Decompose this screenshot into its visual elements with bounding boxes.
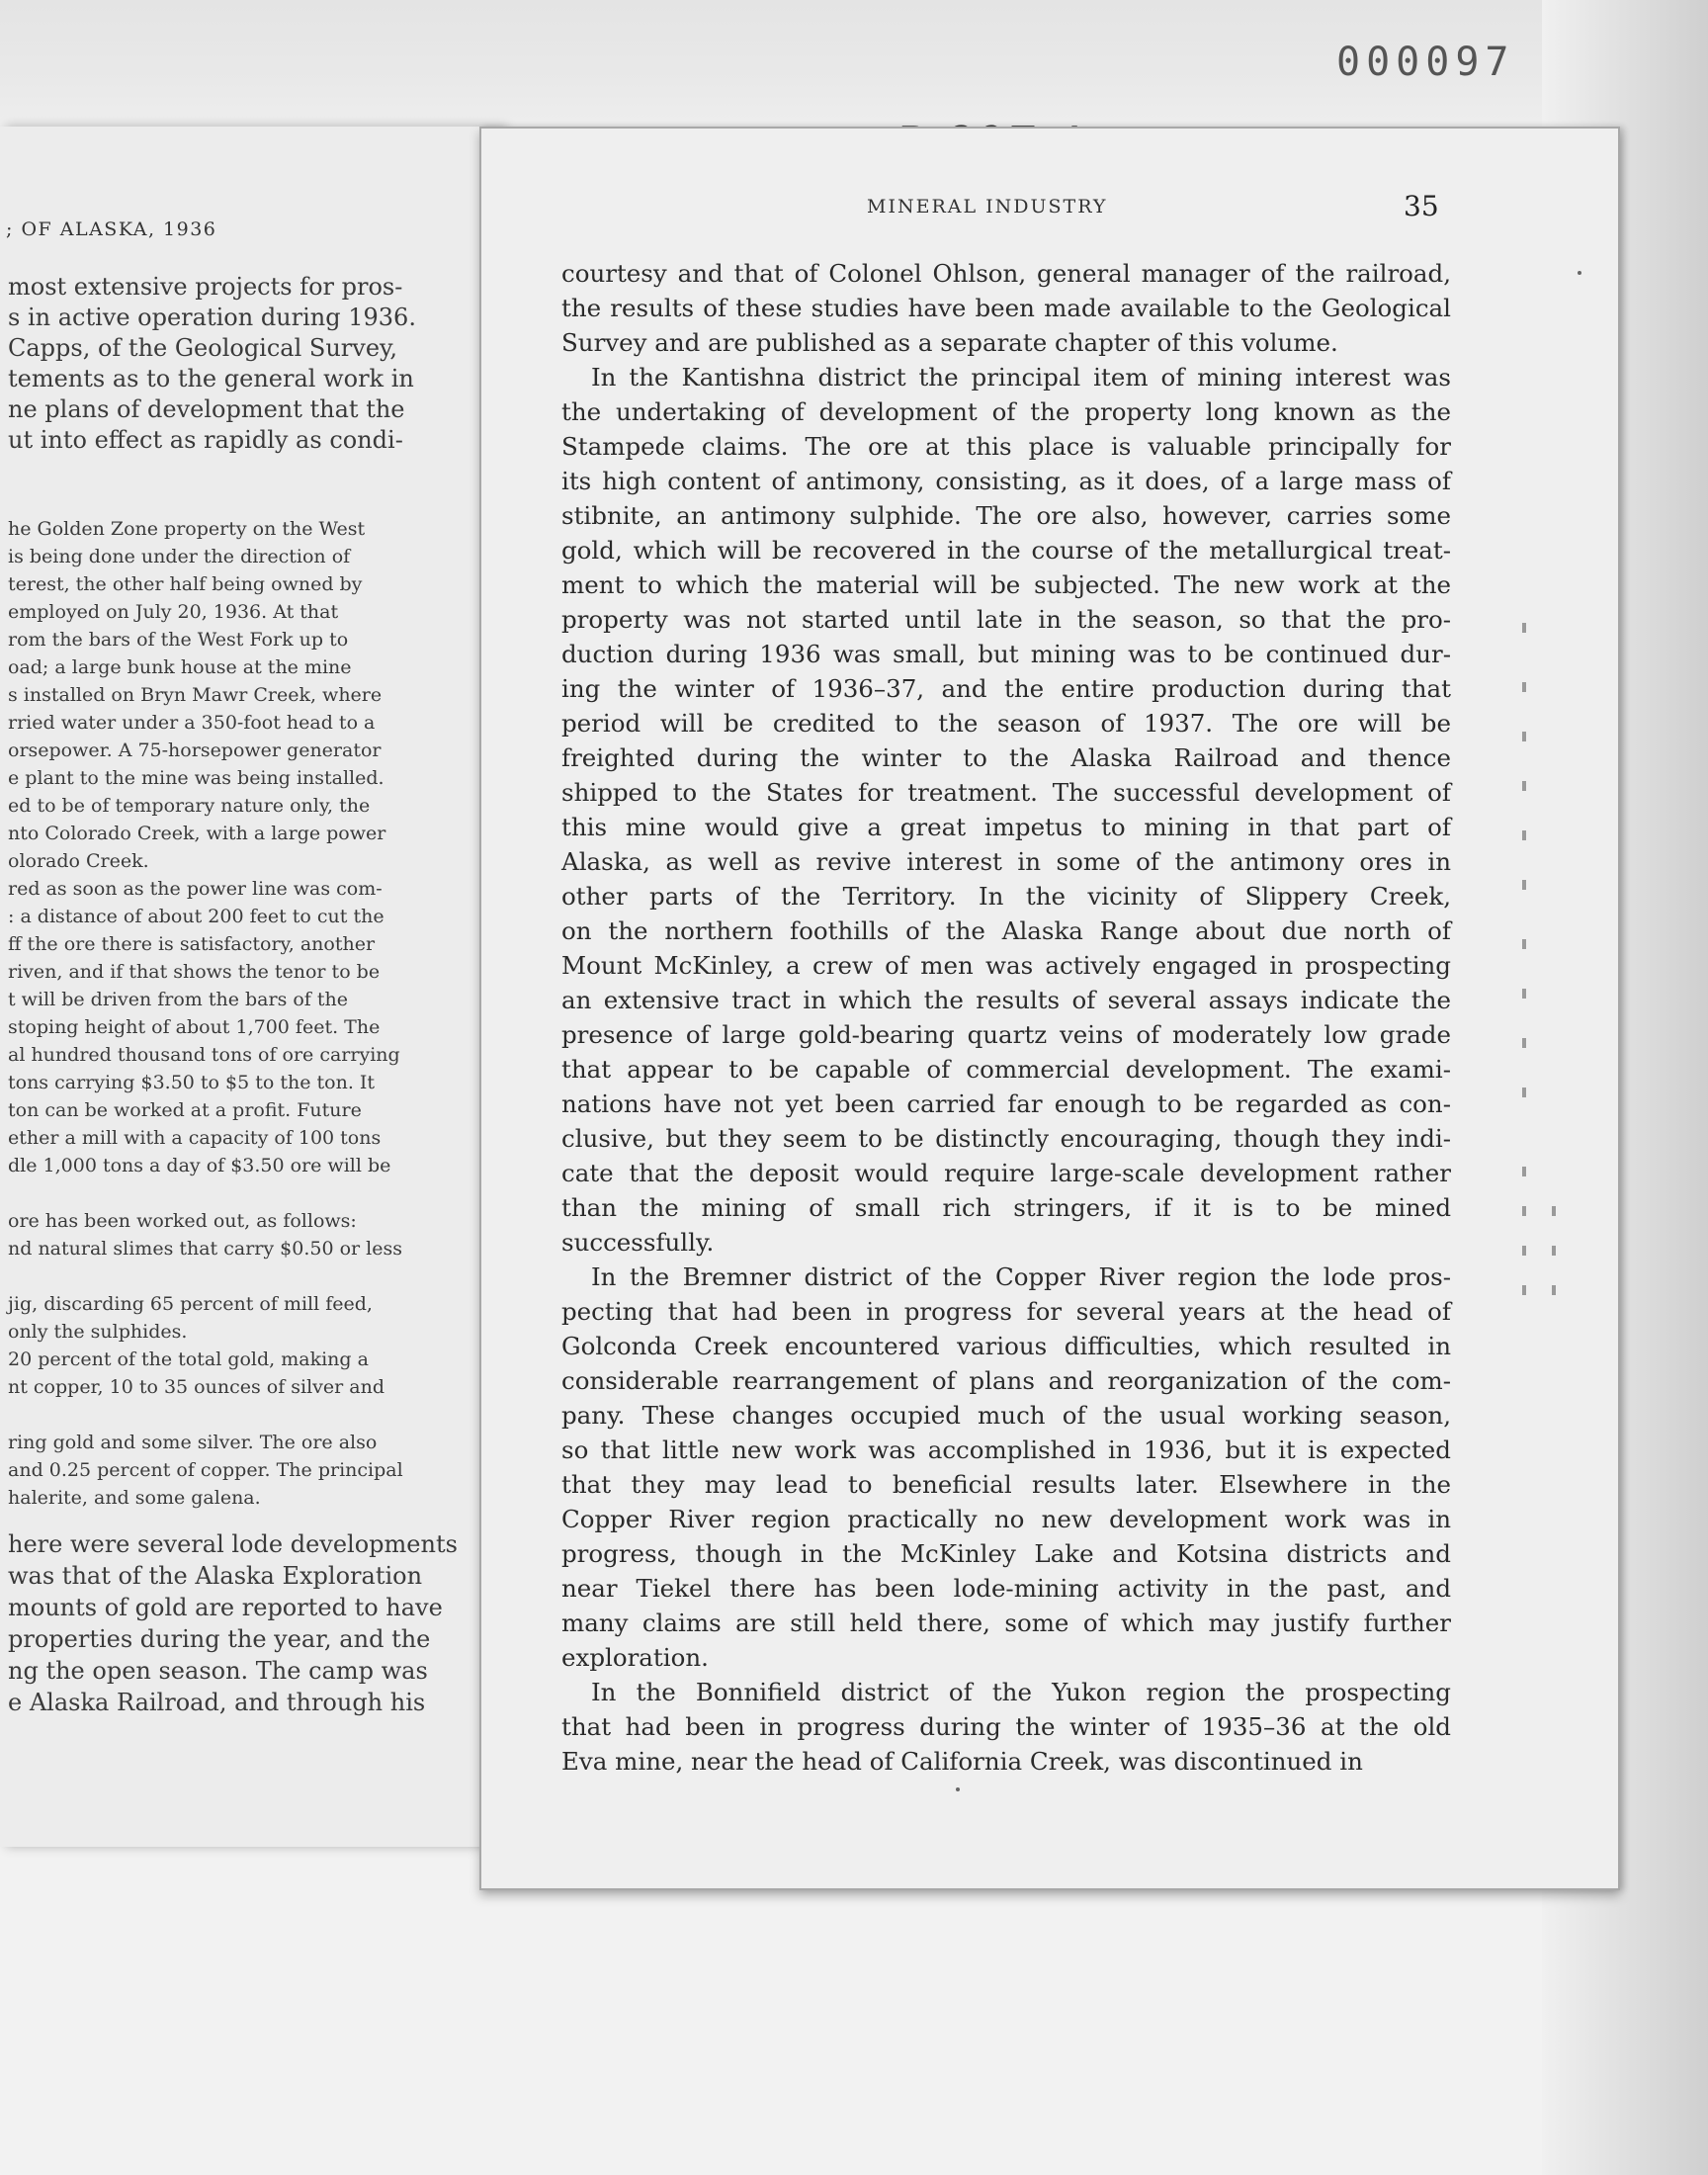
- running-head: MINERAL INDUSTRY: [867, 196, 1108, 218]
- document-id-stamp: 000097: [1336, 40, 1515, 85]
- text-line: and 0.25 percent of copper. The principal: [8, 1459, 403, 1481]
- text-line: ng the open season. The camp was: [8, 1657, 428, 1685]
- text-line: freighted during the winter to the Alaska Railroad and thence: [561, 743, 1451, 772]
- text-line: orsepower. A 75-horsepower generator: [8, 740, 382, 761]
- text-line: In the Kantishna district the principal item of mining interest was: [591, 363, 1451, 392]
- left-page-heading: ; OF ALASKA, 1936: [6, 218, 217, 240]
- text-line: the results of these studies have been made available to the Geological: [561, 294, 1451, 322]
- text-line: Alaska, as well as revive interest in some of the antimony ores in: [561, 847, 1451, 876]
- text-line: al hundred thousand tons of ore carrying: [8, 1044, 400, 1066]
- text-line: rried water under a 350-foot head to a: [8, 712, 376, 734]
- text-line: that appear to be capable of commercial development. The exami-: [561, 1055, 1451, 1084]
- text-line: this mine would give a great impetus to mining in that part of: [561, 813, 1451, 841]
- margin-marks: [1522, 613, 1572, 1345]
- text-line: e Alaska Railroad, and through his: [8, 1689, 426, 1716]
- text-line: nations have not yet been carried far enough to be regarded as con-: [561, 1089, 1451, 1118]
- text-line: s in active operation during 1936.: [8, 304, 416, 331]
- text-line: the undertaking of development of the property long known as the: [561, 397, 1451, 426]
- text-line: Golconda Creek encountered various difficulties, which resulted in: [561, 1332, 1451, 1360]
- text-line: presence of large gold-bearing quartz veins of moderately low grade: [561, 1020, 1451, 1049]
- text-line: mounts of gold are reported to have: [8, 1594, 443, 1621]
- text-line: is being done under the direction of: [8, 546, 351, 567]
- text-line: ment to which the material will be subjected. The new work at the: [561, 570, 1451, 599]
- text-line: clusive, but they seem to be distinctly encouraging, though they indi-: [561, 1124, 1451, 1153]
- text-line: In the Bremner district of the Copper River region the lode pros-: [591, 1262, 1451, 1291]
- text-line: ut into effect as rapidly as condi-: [8, 426, 403, 454]
- text-line: e plant to the mine was being installed.: [8, 767, 384, 789]
- text-line: many claims are still held there, some of which may justify further: [561, 1609, 1451, 1637]
- text-line: t will be driven from the bars of the: [8, 989, 348, 1010]
- text-line: nto Colorado Creek, with a large power: [8, 823, 386, 844]
- text-line: Mount McKinley, a crew of men was actively engaged in prospecting: [561, 951, 1451, 980]
- text-line: rom the bars of the West Fork up to: [8, 629, 349, 651]
- text-line: gold, which will be recovered in the course of the metallurgical treat-: [561, 536, 1451, 565]
- text-line: pecting that had been in progress for several years at the head of: [561, 1297, 1451, 1326]
- text-line: Capps, of the Geological Survey,: [8, 334, 398, 362]
- text-line: ring gold and some silver. The ore also: [8, 1432, 378, 1453]
- text-line: tons carrying $3.50 to $5 to the ton. It: [8, 1072, 376, 1093]
- text-line: ff the ore there is satisfactory, another: [8, 933, 376, 955]
- text-line: cate that the deposit would require large-scale development rather: [561, 1159, 1451, 1187]
- text-line: ing the winter of 1936–37, and the entire production during that: [561, 674, 1451, 703]
- text-line: dle 1,000 tons a day of $3.50 ore will be: [8, 1155, 391, 1176]
- text-line: he Golden Zone property on the West: [8, 518, 366, 540]
- text-line: on the northern foothills of the Alaska Range about due north of: [561, 916, 1451, 945]
- text-line: pany. These changes occupied much of the usual working season,: [561, 1401, 1451, 1430]
- text-line: ed to be of temporary nature only, the: [8, 795, 371, 817]
- text-line: considerable rearrangement of plans and reorganization of the com-: [561, 1366, 1451, 1395]
- text-line: most extensive projects for pros-: [8, 273, 403, 301]
- text-line: jig, discarding 65 percent of mill feed,: [8, 1293, 373, 1315]
- text-line: ton can be worked at a profit. Future: [8, 1099, 362, 1121]
- text-line: successfully.: [561, 1228, 715, 1257]
- text-line: riven, and if that shows the tenor to be: [8, 961, 381, 983]
- text-line: halerite, and some galena.: [8, 1487, 261, 1509]
- text-line: property was not started until late in the season, so that the pro-: [561, 605, 1451, 634]
- text-line: terest, the other half being owned by: [8, 573, 363, 595]
- text-line: here were several lode developments: [8, 1530, 458, 1558]
- page-speck: [956, 1787, 960, 1791]
- text-line: that they may lead to beneficial results later. Elsewhere in the: [561, 1470, 1451, 1499]
- text-line: exploration.: [561, 1643, 709, 1672]
- text-line: properties during the year, and the: [8, 1625, 431, 1653]
- text-line: Eva mine, near the head of California Creek, was discontinued in: [561, 1747, 1363, 1776]
- text-line: Stampede claims. The ore at this place is valuable principally for: [561, 432, 1451, 461]
- text-line: ether a mill with a capacity of 100 tons: [8, 1127, 382, 1149]
- text-line: courtesy and that of Colonel Ohlson, general manager of the railroad,: [561, 259, 1451, 288]
- text-line: only the sulphides.: [8, 1321, 188, 1343]
- text-line: ne plans of development that the: [8, 395, 405, 423]
- page-speck: [1578, 271, 1581, 275]
- text-line: its high content of antimony, consisting, as it does, of a large mass of: [561, 467, 1451, 495]
- text-line: ore has been worked out, as follows:: [8, 1210, 357, 1232]
- text-line: s installed on Bryn Mawr Creek, where: [8, 684, 383, 706]
- text-line: near Tiekel there has been lode-mining activity in the past, and: [561, 1574, 1451, 1603]
- text-line: period will be credited to the season of 1937. The ore will be: [561, 709, 1451, 738]
- text-line: olorado Creek.: [8, 850, 149, 872]
- text-line: shipped to the States for treatment. The successful development of: [561, 778, 1451, 807]
- text-line: oad; a large bunk house at the mine: [8, 656, 352, 678]
- text-line: an extensive tract in which the results of several assays indicate the: [561, 986, 1451, 1014]
- text-line: In the Bonnifield district of the Yukon region the prospecting: [591, 1678, 1451, 1706]
- text-line: 20 percent of the total gold, making a: [8, 1348, 369, 1370]
- text-line: Copper River region practically no new development work was in: [561, 1505, 1451, 1533]
- text-line: nt copper, 10 to 35 ounces of silver and: [8, 1376, 385, 1398]
- text-line: other parts of the Territory. In the vicinity of Slippery Creek,: [561, 882, 1451, 911]
- text-line: stibnite, an antimony sulphide. The ore also, however, carries some: [561, 501, 1451, 530]
- text-line: nd natural slimes that carry $0.50 or less: [8, 1238, 402, 1260]
- text-line: tements as to the general work in: [8, 365, 414, 392]
- text-line: employed on July 20, 1936. At that: [8, 601, 339, 623]
- text-line: so that little new work was accomplished in 1936, but it is expected: [561, 1436, 1451, 1464]
- text-line: Survey and are published as a separate chapter of this volume.: [561, 328, 1338, 357]
- text-line: stoping height of about 1,700 feet. The: [8, 1016, 381, 1038]
- text-line: duction during 1936 was small, but mining was to be continued dur-: [561, 640, 1451, 668]
- text-line: : a distance of about 200 feet to cut the: [8, 906, 384, 927]
- text-line: than the mining of small rich stringers, if it is to be mined: [561, 1193, 1451, 1222]
- left-page: [0, 127, 501, 1847]
- text-line: was that of the Alaska Exploration: [8, 1562, 423, 1590]
- page-number: 35: [1404, 190, 1439, 222]
- text-line: red as soon as the power line was com-: [8, 878, 383, 900]
- text-line: progress, though in the McKinley Lake and Kotsina districts and: [561, 1539, 1451, 1568]
- text-line: that had been in progress during the winter of 1935–36 at the old: [561, 1712, 1451, 1741]
